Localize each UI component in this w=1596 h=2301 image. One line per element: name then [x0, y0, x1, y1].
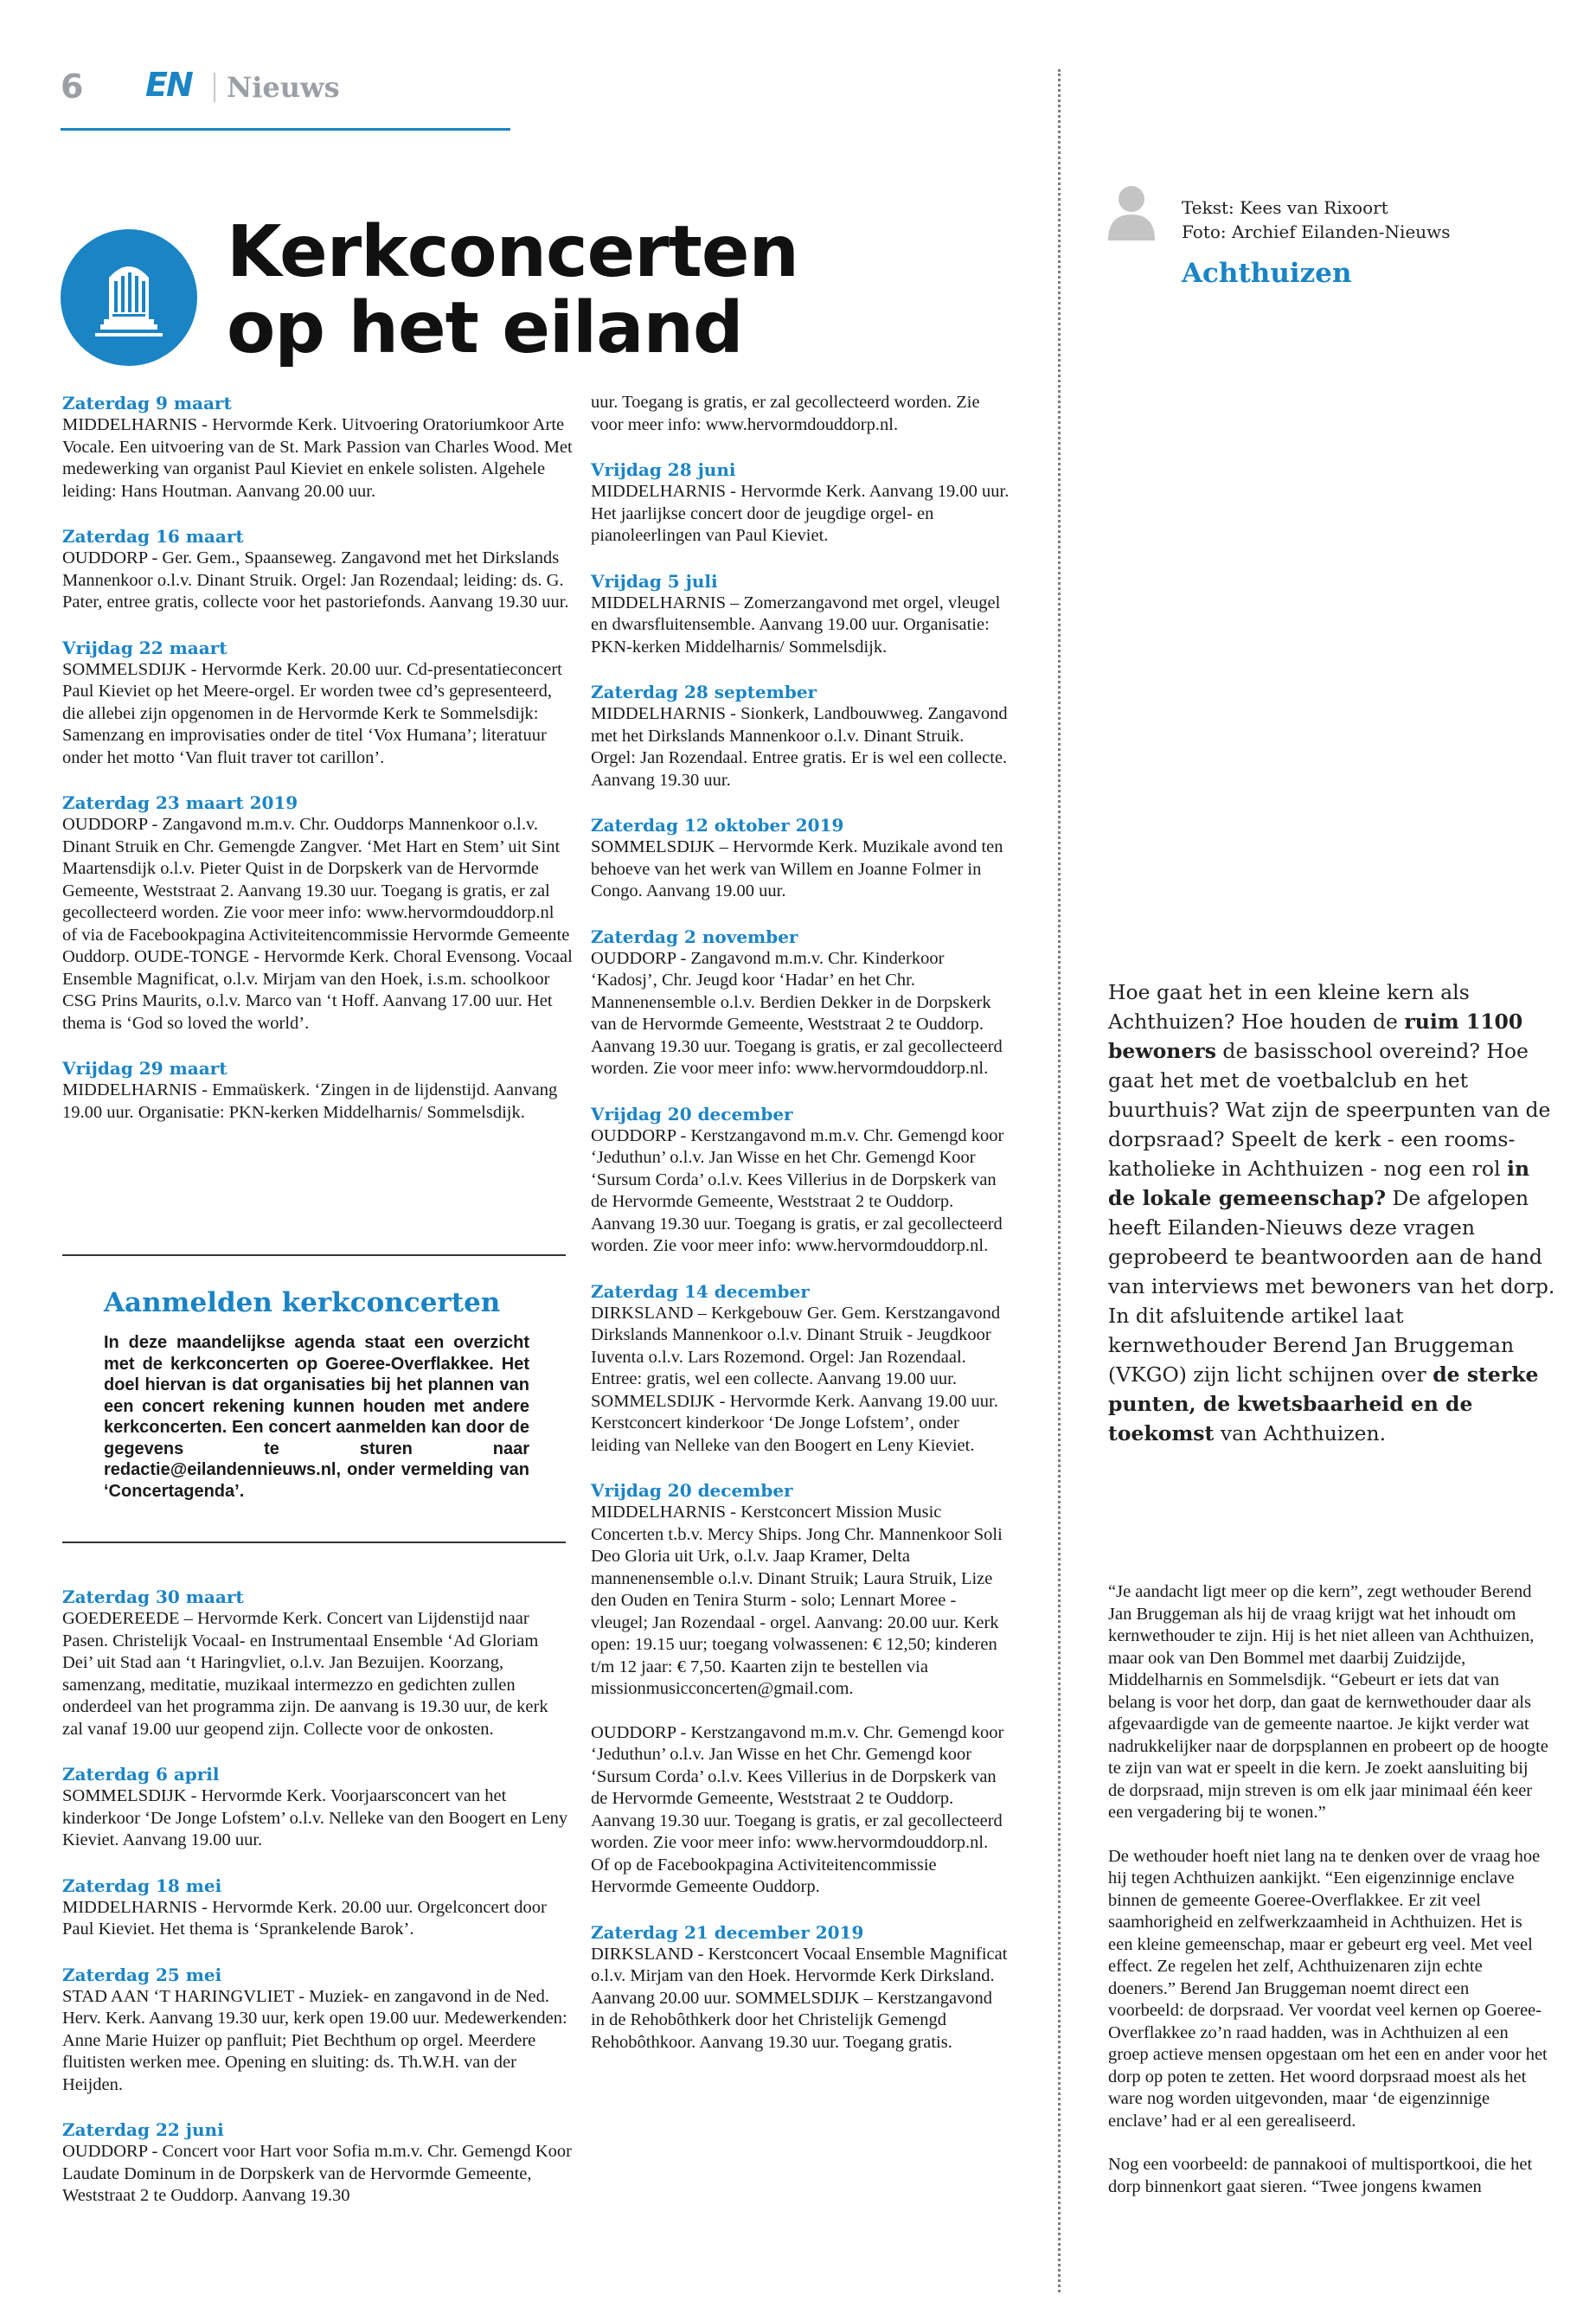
- event-item: [62, 1763, 573, 1852]
- event-item: [62, 1964, 573, 2097]
- box-rule-bottom: [62, 1541, 566, 1543]
- event-item: [62, 1586, 573, 1740]
- event-text: MIDDELHARNIS - Kerstconcert Mission Music Concerten t.b.v. Mercy Ships. Jong Chr. Mannenkoor Soli Deo Gloria uit Urk, o.l.v. Jaap Kramer, Delta mannenensemble o.l.v. Dinant Struik; Laura Struik, Lize den Ouden en Tenira Sturm - solo; Lennart Moree - vleugel; Jan Rozendaal - orgel. Aanvang: 20.00 uur. Kerk open: 19.15 uur; toegang volwassenen: € 12,50; kinderen t/m 12 jaar: € 7,50. Kaarten zijn te bestellen via missionmusicconcerten@gmail.com.: [591, 1503, 1003, 1698]
- box-rule-top: [62, 1254, 566, 1256]
- event-text: GOEDEREEDE – Hervormde Kerk. Concert van Lijdenstijd naar Pasen. Christelijk Vocaal- en Instrumentaal Ensemble ‘Ad Gloriam Dei’ uit Stad aan ‘t Haringvliet, o.l.v. Jan Bezuijen. Koorzang, samenzang, meditatie, muzikaal intermezzo en gedichten zullen onderdeel van het programma zijn. De aanvang is 19.30 uur, de kerk zal vanaf 19.00 uur geopend zijn. Collecte voor de onkosten.: [62, 1609, 548, 1739]
- event-date: Vrijdag 28 juni: [591, 459, 736, 480]
- event-date: Zaterdag 21 december 2019: [591, 1921, 864, 1943]
- event-date: Vrijdag 20 december: [591, 1480, 793, 1501]
- title-line-2: op het eiland: [227, 287, 743, 369]
- event-text: MIDDELHARNIS - Emmaüskerk. ‘Zingen in de lijdenstijd. Aanvang 19.00 uur. Organisatie: PKN-kerken Middelharnis/ Sommelsdijk.: [62, 1080, 558, 1122]
- event-text: uur. Toegang is gratis, er zal gecollecteerd worden. Zie voor meer info: www.hervormdouddorp.nl.: [591, 393, 980, 434]
- body-paragraph: De wethouder hoeft niet lang na te denken over de vraag hoe hij tegen Achthuizen aankijkt. “Een eigenzinnige enclave binnen de gemeente Goeree-Overflakkee. Er zit veel saamhorigheid en zelfwerkzaamheid in Achthuizen. Het is een kleine gemeenschap, maar er gebeurt erg veel. Met veel effect. Ze regelen het zelf, Achthuizenaren zijn echte doeners.” Berend Jan Bruggeman noemt direct een voorbeeld: de dorpsraad. Ver voordat veel kernen op Goeree-Overflakkee zo’n raad hadden, was in Achthuizen al een groep actieve mensen opgestaan om het een en ander voor het dorp op poten te zetten. Het woord dorpsraad moest als het ware nog worden uitgevonden, maar ‘de eigenzinnige enclave’ had er al een gerealiseerd.: [1108, 1846, 1548, 2131]
- intro-text: De afgelopen heeft Eilanden-Nieuws deze vragen geprobeerd te beantwoorden aan de hand van interviews met bewoners van het dorp. In dit afsluitende artikel laat kernwethouder Berend Jan Bruggeman (VKGO) zijn licht schijnen over: [1108, 1186, 1555, 1387]
- event-text: DIRKSLAND - Kerstconcert Vocaal Ensemble Magnificat o.l.v. Mirjam van den Hoek. Hervormde Kerk Dirksland. Aanvang 20.00 uur. SOMMELSDIJK – Kerstzangavond in de Rehobôthkerk door het Christelijk Gemengd Rehobôthkoor. Aanvang 19.30 uur. Toegang gratis.: [591, 1944, 1008, 2052]
- event-item: [62, 392, 573, 503]
- event-item: [591, 681, 1010, 792]
- event-text: MIDDELHARNIS - Hervormde Kerk. Uitvoering Oratoriumkoor Arte Vocale. Een uitvoering van de St. Mark Passion van Charles Wood. Met medewerking van organist Paul Kieviet en enkele solisten. Algehele leiding: Hans Houtman. Aanvang 20.00 uur.: [62, 415, 573, 501]
- credit-photo: Foto: Archief Eilanden-Nieuws: [1182, 221, 1451, 242]
- event-text: SOMMELSDIJK - Hervormde Kerk. Voorjaarsconcert van het kinderkoor ‘De Jonge Lofstem’ o.l.v. Nelleke van den Boogert en Leny Kieviet. Aanvang 19.00 uur.: [62, 1786, 568, 1849]
- event-date: Zaterdag 2 november: [591, 926, 798, 947]
- event-item: [62, 2118, 573, 2208]
- event-date: Zaterdag 12 oktober 2019: [591, 815, 844, 836]
- event-date: Zaterdag 18 mei: [62, 1875, 222, 1896]
- article-title: [227, 211, 798, 369]
- article-credits: [1182, 195, 1451, 244]
- event-text: OUDDORP - Concert voor Hart voor Sofia m.m.v. Chr. Gemengd Koor Laudate Dominum in de Dorpskerk van de Hervormde Gemeente, Weststraat 2 te Ouddorp. Aanvang 19.30: [62, 2142, 572, 2205]
- event-date: Vrijdag 29 maart: [62, 1058, 228, 1079]
- intro-text: de basisschool overeind? Hoe gaat het met de voetbalclub en het buurthuis? Wat zijn de speerpunten van de dorpsraad? Speelt de kerk - een rooms-katholieke in Achthuizen - nog een rol: [1108, 1039, 1551, 1181]
- agenda-column-1-bottom: [62, 1586, 573, 2230]
- author-avatar-icon: [1106, 183, 1157, 240]
- article-intro: [1108, 977, 1558, 1448]
- event-item: [62, 525, 573, 614]
- event-date: Zaterdag 23 maart 2019: [62, 792, 298, 813]
- article-body: [1108, 1581, 1549, 2220]
- event-item: [591, 392, 1010, 436]
- event-text: DIRKSLAND – Kerkgebouw Ger. Gem. Kerstzangavond Dirkslands Mannenkoor o.l.v. Dinant Struik - Jeugdkoor Iuventa o.l.v. Lars Rozemond. Orgel: Jan Rozendaal. Entree: gratis, wel een collecte. Aanvang 19.00 uur. SOMMELSDIJK - Hervormde Kerk. Aanvang 19.00 uur. Kerstconcert kinderkoor ‘De Jonge Lofstem’, onder leiding van Nelleke van den Boogert en Leny Kieviet.: [591, 1303, 1001, 1455]
- event-date: Zaterdag 30 maart: [62, 1586, 244, 1607]
- event-text: SOMMELSDIJK - Hervormde Kerk. 20.00 uur. Cd-presentatieconcert Paul Kieviet op het Meere-orgel. Er worden twee cd’s gepresenteerd, die allebei zijn opgenomen in de Hervormde Kerk te Sommelsdijk: Samenzang en improvisaties onder de titel ‘Vox Humana’; literatuur onder het motto ‘Van fluit traver tot carillon’.: [62, 659, 562, 767]
- event-text: OUDDORP - Zangavond m.m.v. Chr. Ouddorps Mannenkoor o.l.v. Dinant Struik en Chr. Gemengde Zangver. ‘Met Hart en Stem’ uit Sint Maartensdijk o.l.v. Pieter Quist in de Dorpskerk van de Hervormde Gemeente, Weststraat 2. Aanvang 19.30 uur. Toegang is gratis, er zal gecollecteerd worden. Zie voor meer info: www.hervormdouddorp.nl of via de Facebookpagina Activiteitencommissie Hervormde Gemeente Ouddorp. OUDE-TONGE - Hervormde Kerk. Choral Evensong. Vocaal Ensemble Magnificat, o.l.v. Mirjam van den Hoek, i.s.m. schoolkoor CSG Prins Maurits, o.l.v. Marco van ‘t Hoff. Aanvang 17.00 uur. Het thema is ‘God so loved the world’.: [62, 815, 573, 1033]
- event-item: [591, 814, 1010, 903]
- event-text: MIDDELHARNIS - Hervormde Kerk. 20.00 uur. Orgelconcert door Paul Kieviet. Het thema is ‘Sprankelende Barok’.: [62, 1897, 547, 1939]
- church-icon: [61, 229, 197, 366]
- event-item: [591, 1921, 1010, 2054]
- event-date: Zaterdag 6 april: [62, 1764, 220, 1785]
- event-item: [591, 458, 1010, 548]
- intro-text: Hoe gaat het in een kleine kern als Achthuizen? Hoe houden de: [1108, 980, 1470, 1034]
- agenda-column-2: [591, 392, 1010, 2076]
- event-item: [591, 1280, 1010, 1458]
- event-text: OUDDORP - Kerstzangavond m.m.v. Chr. Gemengd koor ‘Jeduthun’ o.l.v. Jan Wisse en het Chr. Gemengd koor ‘Sursum Corda’ o.l.v. Kees Villerius in de Dorpskerk van de Hervormde Gemeente, Weststraat 2 te Ouddorp. Aanvang 19.30 uur. Toegang is gratis, er zal gecollecteerd worden. Zie voor meer info: www.hervormdouddorp.nl. Of op de Facebookpagina Activiteitencommissie Hervormde Gemeente Ouddorp.: [591, 1722, 1004, 1896]
- column-divider: [1058, 69, 1061, 2292]
- event-item: [591, 1103, 1010, 1258]
- event-item: [62, 792, 573, 1035]
- event-date: Vrijdag 22 maart: [62, 637, 228, 658]
- brand-logo: EN: [145, 66, 192, 104]
- event-date: Zaterdag 14 december: [591, 1280, 810, 1302]
- event-date: Zaterdag 28 september: [591, 682, 817, 702]
- title-line-1: Kerkconcerten: [227, 211, 798, 293]
- event-text: OUDDORP - Kerstzangavond m.m.v. Chr. Gemengd koor ‘Jeduthun’ o.l.v. Jan Wisse en het Chr. Gemengd Koor ‘Sursum Corda’ o.l.v. Kees Villerius in de Dorpskerk van de Hervormde Gemeente, Weststraat 2 te Ouddorp. Aanvang 19.30 uur. Toegang is gratis, er zal gecollecteerd worden. Zie voor meer info: www.hervormdouddorp.nl.: [591, 1125, 1004, 1255]
- event-item: [591, 1479, 1010, 1899]
- intro-bold: in de lokale gemeenschap?: [1108, 1157, 1530, 1210]
- header-divider: [214, 73, 215, 102]
- header-rule: [61, 128, 510, 131]
- page-number: 6: [61, 67, 84, 106]
- event-text: MIDDELHARNIS – Zomerzangavond met orgel, vleugel en dwarsfluitensemble. Aanvang 19.00 uur. Organisatie: PKN-kerken Middelharnis/ Sommelsdijk.: [591, 593, 1001, 657]
- event-date: Zaterdag 22 juni: [62, 2119, 224, 2140]
- event-text: MIDDELHARNIS - Sionkerk, Landbouwweg. Zangavond met het Dirkslands Mannenkoor o.l.v. Dinant Struik. Orgel: Jan Rozendaal. Entree gratis. Er is wel een collecte. Aanvang 19.30 uur.: [591, 704, 1008, 790]
- agenda-column-1: [62, 392, 573, 1146]
- event-date: Zaterdag 16 maart: [62, 526, 244, 547]
- place-heading: Achthuizen: [1182, 258, 1352, 289]
- event-date: Vrijdag 20 december: [591, 1103, 793, 1125]
- intro-text: van Achthuizen.: [1214, 1421, 1387, 1445]
- section-name: Nieuws: [227, 71, 340, 104]
- body-paragraph: “Je aandacht ligt meer op die kern”, zegt wethouder Berend Jan Bruggeman als hij de vraag krijgt wat het inhoudt om kernwethouder te zijn. Hij is het niet alleen van Achthuizen, maar ook van Den Bommel met daarbij Zuidzijde, Middelharnis en Sommelsdijk. “Gebeurt er iets dat van belang is voor het dorp, dan gaat de kernwethouder daar als afgevaardigde van de gemeente naartoe. Je kijkt verder wat nadrukkelijker naar de dorpsplannen en probeert op de hoogte te zijn van wat er speelt in die kern. Je zoekt aansluiting bij de dorpsraad, mijn streven is om elk jaar minimaal één keer een vergadering bij te wonen.”: [1108, 1582, 1548, 1822]
- event-text: STAD AAN ‘T HARINGVLIET - Muziek- en zangavond in de Ned. Herv. Kerk. Aanvang 19.30 uur, kerk open 19.00 uur. Medewerkenden: Anne Marie Huizer op panfluit; Piet Bechthum op orgel. Meerdere fluitisten werken mee. Opening en sluiting: ds. Th.W.H. van der Heijden.: [62, 1986, 567, 2094]
- event-date: Zaterdag 9 maart: [62, 393, 232, 413]
- event-date: Zaterdag 25 mei: [62, 1964, 222, 1985]
- event-item: [591, 570, 1010, 659]
- event-item: [62, 637, 573, 770]
- box-title: Aanmelden kerkconcerten: [104, 1287, 501, 1318]
- event-item: [591, 926, 1010, 1080]
- event-text: OUDDORP - Ger. Gem., Spaanseweg. Zangavond met het Dirkslands Mannenkoor o.l.v. Dinant Struik. Orgel: Jan Rozendaal; leiding: ds. G. Pater, entree gratis, collecte voor het pastoriefonds. Aanvang 19.30 uur.: [62, 548, 569, 612]
- event-date: Vrijdag 5 juli: [591, 570, 718, 592]
- event-text: OUDDORP - Zangavond m.m.v. Chr. Kinderkoor ‘Kadosj’, Chr. Jeugd koor ‘Hadar’ en het Chr. Mannenensemble o.l.v. Berdien Dekker in de Dorpskerk van de Hervormde Gemeente, Weststraat 2 te Ouddorp. Aanvang 19.30 uur. Toegang is gratis, er zal gecollecteerd worden. Zie voor meer info: www.hervormdouddorp.nl.: [591, 948, 1003, 1078]
- event-item: [62, 1057, 573, 1124]
- event-text: SOMMELSDIJK – Hervormde Kerk. Muzikale avond ten behoeve van het werk van Willem en Joanne Folmer in Congo. Aanvang 19.00 uur.: [591, 837, 1003, 901]
- intro-bold: ruim 1100 bewoners: [1108, 1009, 1523, 1063]
- event-text: MIDDELHARNIS - Hervormde Kerk. Aanvang 19.00 uur. Het jaarlijkse concert door de jeugdige orgel- en pianoleerlingen van Paul Kieviet.: [591, 482, 1010, 545]
- intro-bold: de sterke punten, de kwetsbaarheid en de toekomst: [1108, 1362, 1539, 1445]
- body-paragraph: Nog een voorbeeld: de pannakooi of multisportkooi, die het dorp binnenkort gaat sieren. “Twee jongens kwamen: [1108, 2155, 1533, 2196]
- event-item: [62, 1875, 573, 1941]
- box-text: In deze maandelijkse agenda staat een overzicht met de kerkconcerten op Goeree-Overflakkee. Het doel hiervan is dat organisaties bij het plannen van een concert rekening kunnen houden met andere kerkconcerten. Een concert aanmelden kan door de gegevens te sturen naar redactie@eilandennieuws.nl, onder vermelding van ‘Concertagenda’.: [104, 1333, 529, 1501]
- credit-text: Tekst: Kees van Rixoort: [1182, 197, 1388, 218]
